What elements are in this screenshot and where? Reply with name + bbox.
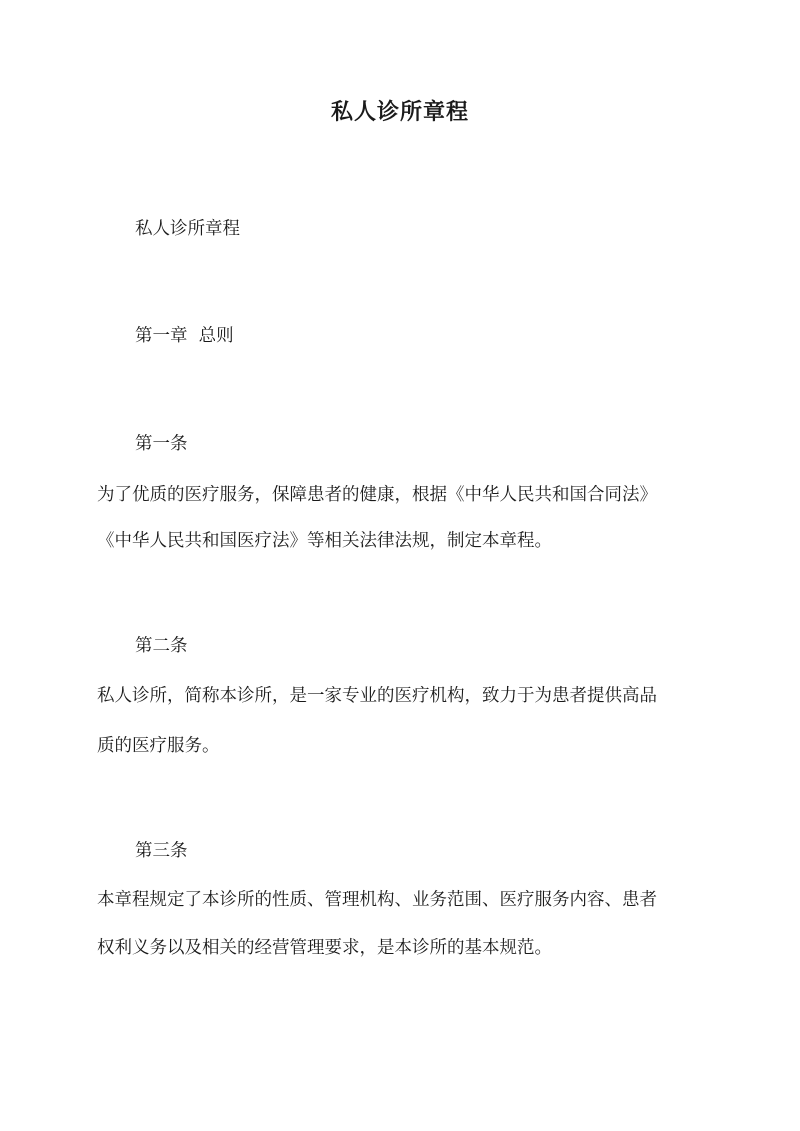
document-subtitle: 私人诊所章程: [135, 219, 240, 239]
article-2-heading: 第二条: [135, 636, 188, 656]
article-3-line-2: 权利义务以及相关的经营管理要求，是本诊所的基本规范。: [97, 938, 552, 958]
article-3-heading: 第三条: [135, 841, 188, 861]
article-2-line-1: 私人诊所，简称本诊所，是一家专业的医疗机构，致力于为患者提供高品: [97, 686, 657, 706]
chapter-heading: 第一章 总则: [135, 326, 234, 346]
article-1-heading: 第一条: [135, 434, 188, 454]
article-1-line-2: 《中华人民共和国医疗法》等相关法律法规，制定本章程。: [97, 531, 552, 551]
article-2-line-2: 质的医疗服务。: [97, 736, 220, 756]
article-1-line-1: 为了优质的医疗服务，保障患者的健康，根据《中华人民共和国合同法》: [97, 485, 657, 505]
document-title: 私人诊所章程: [330, 99, 469, 125]
article-3-line-1: 本章程规定了本诊所的性质、管理机构、业务范围、医疗服务内容、患者: [97, 890, 657, 910]
